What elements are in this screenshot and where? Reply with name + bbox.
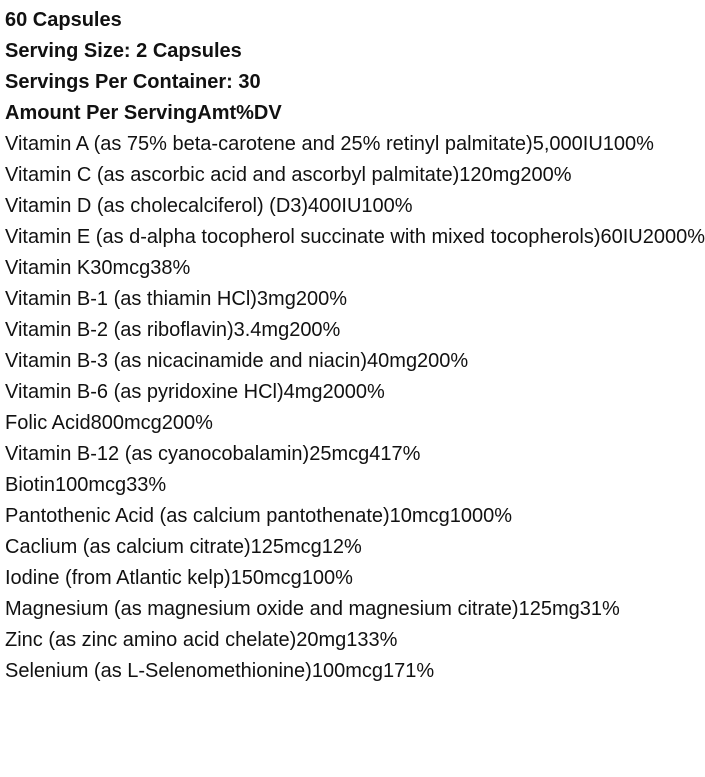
nutrient-row-zinc xyxy=(5,625,605,656)
nutrient-row-selenium xyxy=(5,656,605,687)
nutrient-text: Vitamin B-1 (as thiamin HCl)3mg200% xyxy=(5,288,347,310)
nutrient-text: Biotin100mcg33% xyxy=(5,474,167,496)
supplement-facts-document xyxy=(5,5,705,687)
nutrient-row-vitamin-d xyxy=(5,191,605,222)
nutrient-text: Vitamin A (as 75% beta-carotene and 25% retinyl xyxy=(5,133,440,155)
serving-size: Serving Size: 2 Capsules xyxy=(5,40,242,62)
nutrient-text: Selenium (as L-Selenomethionine)100mcg171% xyxy=(5,660,435,682)
nutrient-text: Magnesium (as magnesium oxide and magnesium xyxy=(5,598,452,620)
nutrient-row-vitamin-b12 xyxy=(5,439,605,470)
nutrient-text: Vitamin K30mcg38% xyxy=(5,257,191,279)
nutrient-text: Zinc (as zinc amino acid chelate)20mg133% xyxy=(5,629,398,651)
nutrient-text: Vitamin E (as d-alpha tocopherol succinate with mixed xyxy=(5,226,485,248)
nutrient-row-vitamin-b1 xyxy=(5,284,605,315)
nutrient-text: Vitamin B-6 (as pyridoxine HCl)4mg2000% xyxy=(5,381,385,403)
nutrient-row-calcium xyxy=(5,532,605,563)
nutrient-text: Caclium (as calcium citrate)125mcg12% xyxy=(5,536,362,558)
nutrient-text: Vitamin B-3 (as nicacinamide and niacin)40mg200% xyxy=(5,350,469,372)
nutrient-row-biotin xyxy=(5,470,605,501)
nutrient-text-continued: palmitate)5,000IU100% xyxy=(444,133,654,155)
nutrient-row-vitamin-k xyxy=(5,253,605,284)
nutrient-text: Vitamin C (as ascorbic acid and ascorbyl palmitate)120mg200% xyxy=(5,164,572,186)
nutrient-text: Vitamin B-2 (as riboflavin)3.4mg200% xyxy=(5,319,341,341)
nutrient-text: Pantothenic Acid (as calcium pantothenate)10mcg1000% xyxy=(5,505,512,527)
nutrient-row-vitamin-a xyxy=(5,129,654,160)
nutrient-row-vitamin-c xyxy=(5,160,605,191)
nutrient-text: Vitamin B-12 (as cyanocobalamin)25mcg417% xyxy=(5,443,421,465)
nutrient-row-folic-acid xyxy=(5,408,605,439)
nutrient-text: Iodine (from Atlantic kelp)150mcg100% xyxy=(5,567,353,589)
nutrient-row-vitamin-b2 xyxy=(5,315,605,346)
capsule-count: 60 Capsules xyxy=(5,9,122,31)
nutrient-row-pantothenic-acid xyxy=(5,501,605,532)
nutrient-text-continued: tocopherols)60IU2000% xyxy=(490,226,705,248)
nutrient-row-iodine xyxy=(5,563,605,594)
nutrient-row-vitamin-b3 xyxy=(5,346,605,377)
nutrient-text: Folic Acid800mcg200% xyxy=(5,412,213,434)
nutrient-row-magnesium xyxy=(5,594,620,625)
nutrient-text: Vitamin D (as cholecalciferol) (D3)400IU100% xyxy=(5,195,413,217)
nutrient-row-vitamin-e xyxy=(5,222,705,253)
servings-per-container: Servings Per Container: 30 xyxy=(5,71,261,93)
nutrient-text-continued: citrate)125mg31% xyxy=(457,598,620,620)
nutrient-row-vitamin-b6 xyxy=(5,377,605,408)
amount-per-serving-heading: Amount Per ServingAmt%DV xyxy=(5,102,282,124)
